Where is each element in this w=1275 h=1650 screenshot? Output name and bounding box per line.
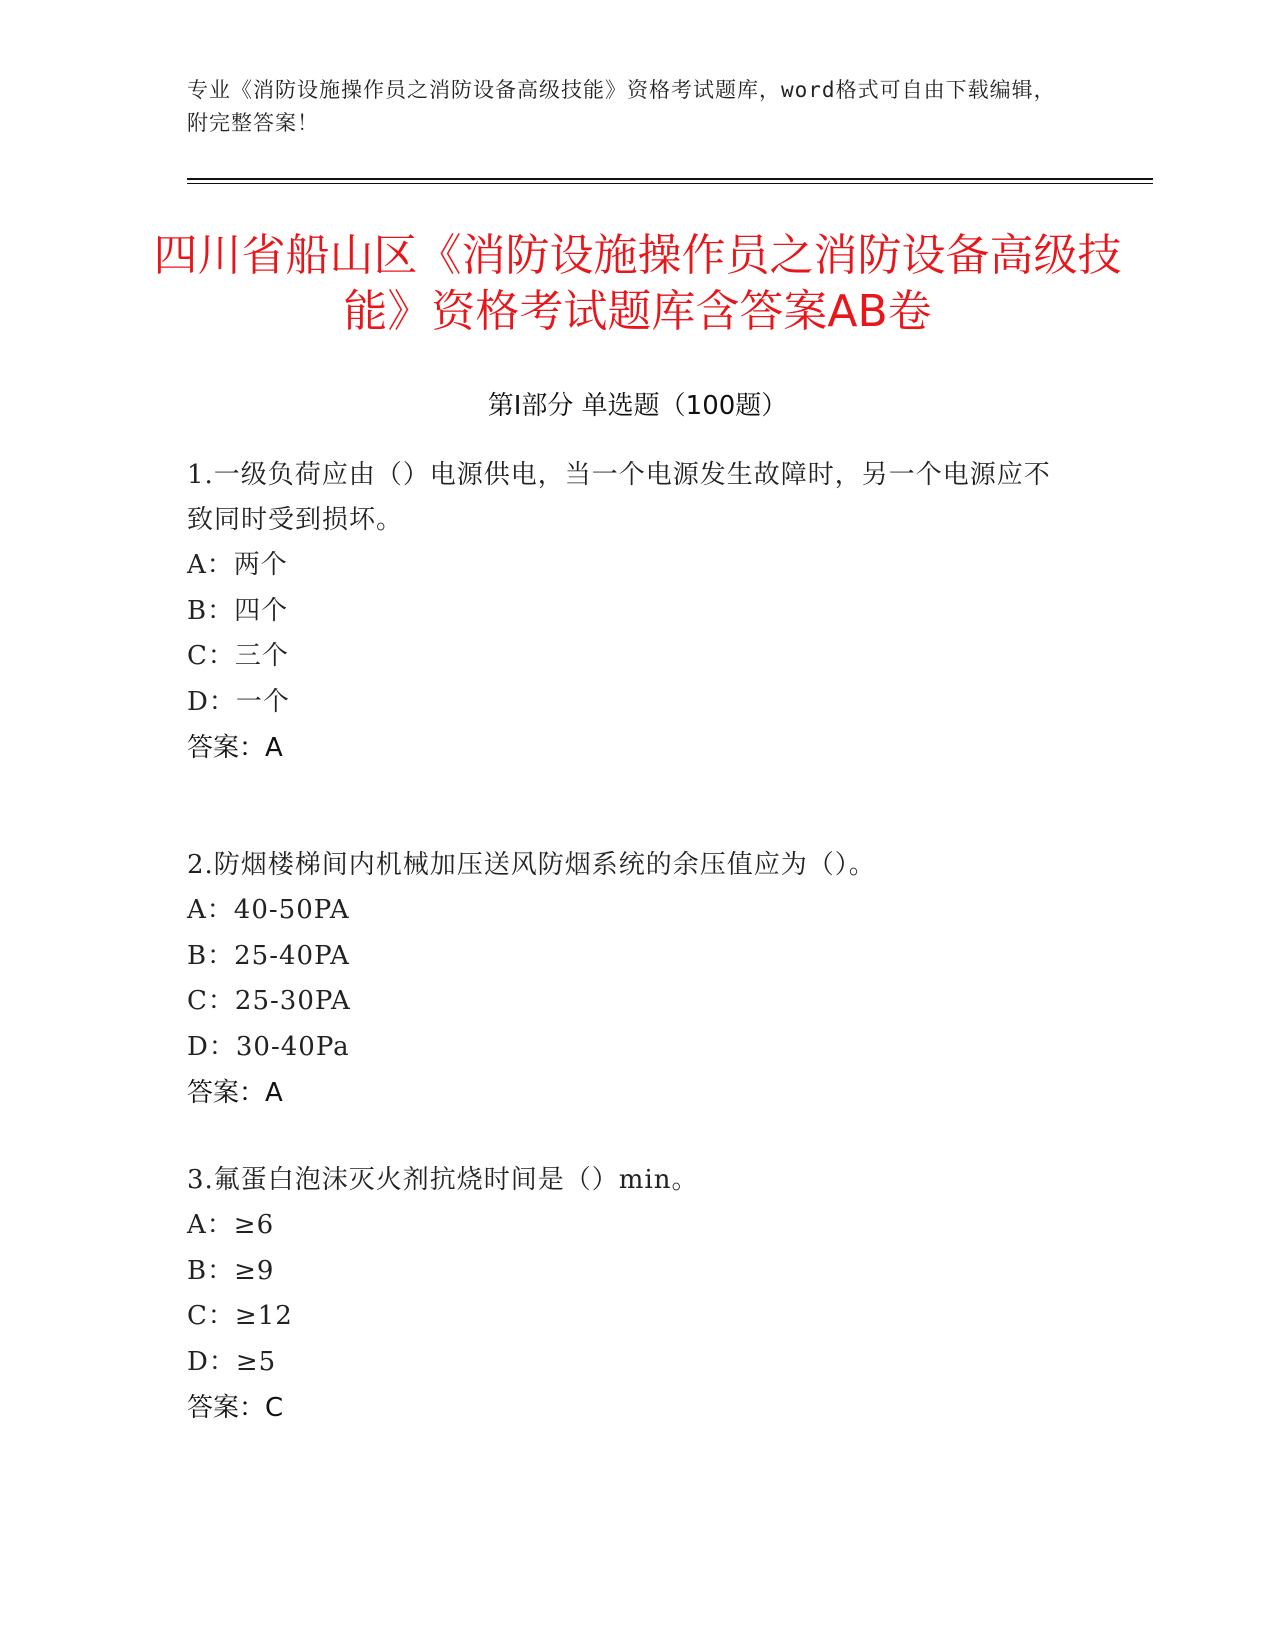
question-stem: 2.防烟楼梯间内机械加压送风防烟系统的余压值应为（）。	[187, 850, 876, 880]
option-text: ≥5	[235, 1346, 277, 1377]
option-d	[187, 680, 1067, 726]
answer: 答案：A	[187, 1078, 283, 1108]
option-text: ≥12	[234, 1301, 293, 1331]
option-label: A：	[187, 895, 234, 925]
option-label: D：	[187, 686, 236, 717]
question-1	[187, 453, 1067, 771]
option-text: ≥9	[234, 1255, 275, 1286]
header-divider-thin	[187, 183, 1153, 184]
option-text: 25-40PA	[234, 940, 350, 971]
option-a	[187, 543, 1067, 589]
option-text: ≥6	[233, 1210, 275, 1240]
question-stem: 1.一级负荷应由（）电源供电，当一个电源发生故障时，另一个电源应不致同时受到损坏。	[187, 460, 1051, 535]
option-text: 三个	[234, 641, 289, 671]
option-b	[187, 1249, 1067, 1295]
option-label: B：	[187, 595, 235, 626]
answer: 答案：C	[187, 1393, 284, 1423]
option-text: 一个	[235, 686, 290, 717]
option-c	[187, 634, 1067, 680]
answer: 答案：A	[187, 733, 283, 763]
option-text: 30-40Pa	[235, 1031, 350, 1062]
option-b	[187, 589, 1067, 635]
option-label: C：	[187, 986, 235, 1016]
option-c	[187, 979, 1067, 1025]
option-text: 40-50PA	[233, 895, 350, 925]
option-label: D：	[187, 1031, 236, 1062]
document-title: 四川省船山区《消防设施操作员之消防设备高级技能》资格考试题库含答案AB卷	[153, 230, 1122, 337]
option-text: 25-30PA	[234, 986, 351, 1016]
header-note: 专业《消防设施操作员之消防设备高级技能》资格考试题库，word格式可自由下载编辑，附完整答案！	[187, 78, 1056, 135]
option-label: C：	[187, 641, 235, 671]
option-label: B：	[187, 940, 235, 971]
option-label: A：	[187, 550, 234, 580]
header-divider-thick	[187, 178, 1153, 180]
option-label: A：	[187, 1210, 234, 1240]
option-a	[187, 1203, 1067, 1249]
option-d	[187, 1340, 1067, 1386]
option-label: B：	[187, 1255, 235, 1286]
option-c	[187, 1294, 1067, 1340]
question-stem: 3.氟蛋白泡沫灭火剂抗烧时间是（）min。	[187, 1165, 699, 1195]
question-2	[187, 843, 1067, 1116]
option-text: 两个	[233, 550, 288, 580]
question-3	[187, 1158, 1067, 1431]
option-b	[187, 934, 1067, 980]
option-d	[187, 1025, 1067, 1071]
option-label: D：	[187, 1346, 236, 1377]
section-title: 第Ⅰ部分 单选题（100题）	[487, 391, 788, 421]
option-text: 四个	[234, 595, 289, 626]
option-a	[187, 888, 1067, 934]
option-label: C：	[187, 1301, 235, 1331]
